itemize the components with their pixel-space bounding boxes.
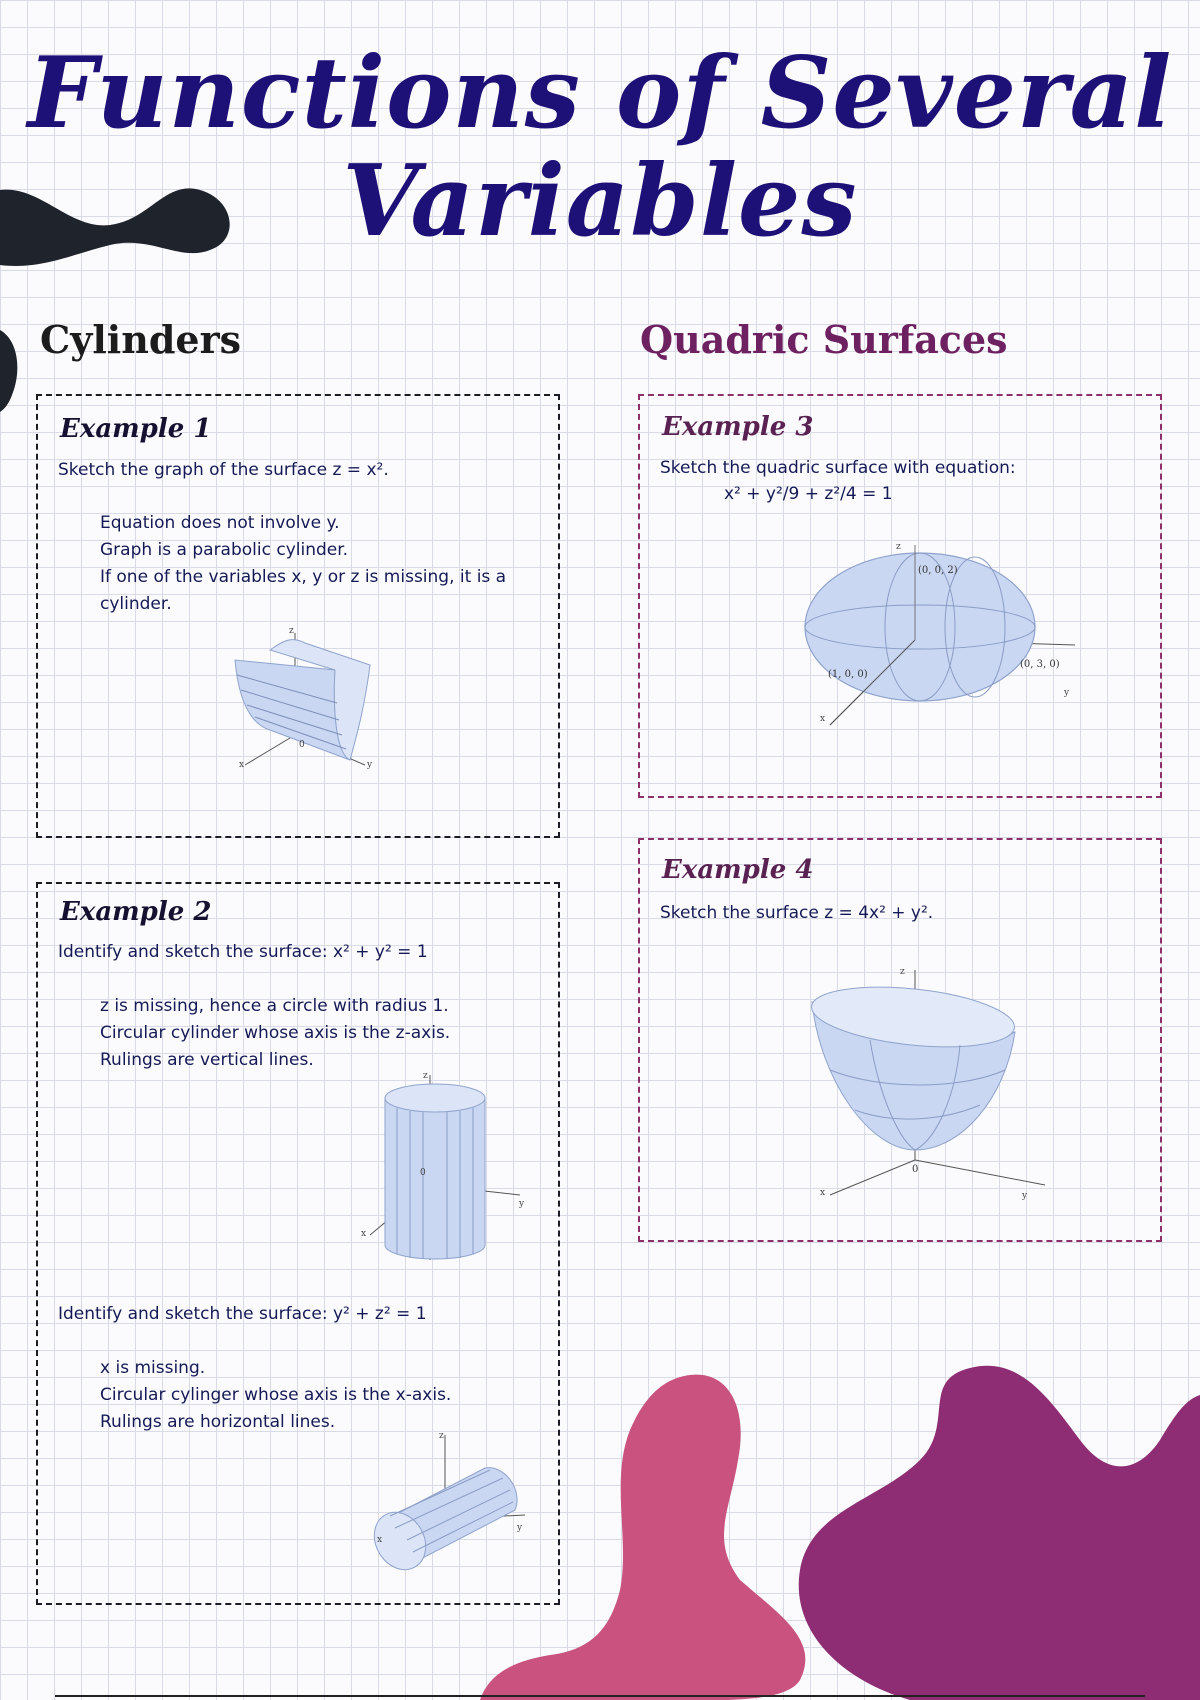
elliptic-paraboloid-figure — [800, 960, 1060, 1200]
example2-note: Rulings are horizontal lines. — [100, 1412, 336, 1432]
example2-prompt1: Identify and sketch the surface: x² + y² = 1 — [58, 942, 428, 962]
bottom-divider — [55, 1695, 1145, 1697]
example3-fig-p-right: (0, 3, 0) — [1020, 659, 1060, 670]
example1-title: Example 1 — [60, 414, 212, 444]
parabolic-cylinder-figure — [225, 625, 395, 775]
page-title-line1: Functions of Several — [27, 36, 1173, 151]
page-title — [0, 36, 1200, 259]
example3-fig-p-top: (0, 0, 2) — [918, 565, 958, 576]
example2-fig1-x: x — [361, 1229, 367, 1239]
section-heading-quadric-surfaces: Quadric Surfaces — [640, 317, 1008, 362]
section-heading-cylinders: Cylinders — [40, 317, 241, 362]
example1-note: cylinder. — [100, 594, 172, 614]
example1-fig-origin: 0 — [299, 740, 305, 750]
example2-notes2 — [100, 1355, 451, 1436]
example1-prompt: Sketch the graph of the surface z = x². — [58, 460, 389, 480]
example4-title: Example 4 — [662, 855, 814, 885]
example2-fig1-y: y — [519, 1199, 525, 1209]
example2-fig2-y: y — [517, 1523, 523, 1533]
ellipsoid-figure — [800, 535, 1090, 735]
example4-fig-origin: 0 — [912, 1164, 919, 1175]
example2-note: z is missing, hence a circle with radius 1. — [100, 996, 449, 1016]
circular-cylinder-z-axis-figure — [335, 1070, 535, 1270]
example3-fig-y: y — [1064, 688, 1070, 698]
example2-notes1 — [100, 993, 450, 1074]
example2-title: Example 2 — [60, 897, 212, 927]
example2-note: Circular cylinger whose axis is the x-axis. — [100, 1385, 452, 1405]
example1-fig-y: y — [367, 760, 373, 770]
example4-fig-x: x — [820, 1188, 826, 1198]
example2-fig1-z: z — [423, 1071, 428, 1081]
example1-notes — [100, 510, 506, 618]
example4-prompt: Sketch the surface z = 4x² + y². — [660, 903, 934, 923]
example2-note: x is missing. — [100, 1358, 206, 1378]
example4-fig-y: y — [1022, 1191, 1028, 1200]
example4-fig-z: z — [900, 967, 905, 977]
example2-fig1-origin: 0 — [420, 1168, 426, 1178]
example1-note: Graph is a parabolic cylinder. — [100, 540, 349, 560]
circular-cylinder-x-axis-figure — [365, 1430, 535, 1580]
example3-fig-p-left: (1, 0, 0) — [828, 669, 868, 680]
example3-title: Example 3 — [662, 412, 814, 442]
example2-note: Circular cylinder whose axis is the z-axis. — [100, 1023, 451, 1043]
example3-fig-z: z — [896, 542, 901, 552]
example2-fig2-z: z — [439, 1431, 444, 1441]
example3-prompt: Sketch the quadric surface with equation: — [660, 458, 1016, 478]
example1-note: If one of the variables x, y or z is missing, it is a — [100, 567, 507, 587]
page-title-line2: Variables — [342, 144, 858, 259]
magenta-blob-decoration — [780, 1360, 1200, 1700]
example1-fig-z: z — [289, 626, 294, 636]
example3-fig-x: x — [820, 714, 826, 724]
example1-note: Equation does not involve y. — [100, 513, 340, 533]
example2-prompt2: Identify and sketch the surface: y² + z² = 1 — [58, 1304, 427, 1324]
example3-equation: x² + y²/9 + z²/4 = 1 — [724, 484, 893, 504]
example1-fig-x: x — [239, 760, 245, 770]
example2-note: Rulings are vertical lines. — [100, 1050, 314, 1070]
example2-fig2-x: x — [377, 1535, 383, 1545]
